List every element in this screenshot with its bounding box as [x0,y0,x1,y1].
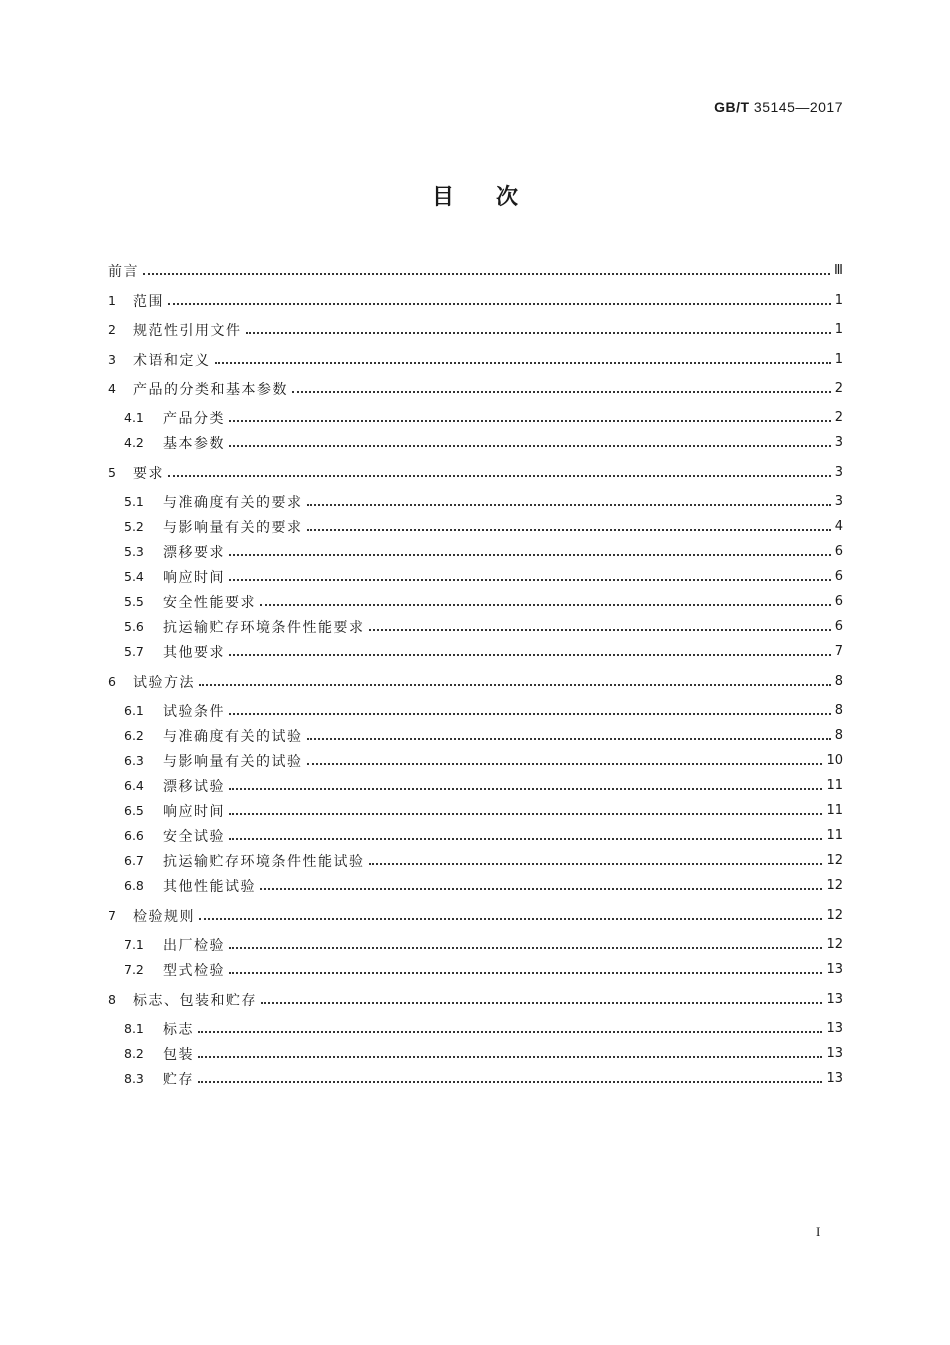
toc-entry[interactable] [108,317,843,342]
toc-entry-title: 基本参数 [163,435,225,452]
toc-entry-page: 2 [834,381,843,396]
page-title: 目次 [431,185,560,210]
toc-entry-title: 规范性引用文件 [133,322,242,339]
toc-leader-dots [261,993,822,1007]
toc-entry-number: 8 [108,992,116,1007]
toc-entry-title: 产品分类 [163,410,225,427]
toc-entry-number: 5.3 [124,544,144,559]
toc-entry-number: 6.8 [124,878,144,893]
toc-entry-number: 7.2 [124,962,144,977]
toc-entry[interactable] [124,823,843,848]
standard-code [714,99,843,115]
toc-entry-title: 抗运输贮存环境条件性能要求 [163,619,365,636]
toc-entry-title: 出厂检验 [163,937,225,954]
toc-entry-page: 13 [826,1046,843,1061]
toc-entry[interactable] [108,347,843,372]
toc-entry[interactable] [108,987,843,1012]
toc-leader-dots [215,353,831,367]
toc-entry[interactable] [124,873,843,898]
toc-leader-dots [260,595,831,609]
toc-entry-page: 8 [834,703,843,718]
toc-leader-dots [229,938,822,952]
toc-leader-dots [198,1022,822,1036]
toc-leader-dots [229,645,831,659]
toc-entry-page: 6 [834,594,843,609]
toc-entry-page: 7 [834,644,843,659]
toc-entry[interactable] [108,376,843,401]
toc-leader-dots [229,804,822,818]
toc-entry[interactable] [124,848,843,873]
toc-entry-title: 漂移试验 [163,778,225,795]
toc-entry-title: 抗运输贮存环境条件性能试验 [163,853,365,870]
toc-entry-number: 6 [108,674,116,689]
toc-entry-number: 2 [108,322,116,337]
toc-entry-page: 8 [834,728,843,743]
toc-leader-dots [168,294,831,308]
toc-leader-dots [229,779,822,793]
toc-entry[interactable] [124,639,843,664]
toc-entry[interactable] [124,798,843,823]
toc-entry-page: 11 [826,828,843,843]
toc-entry-title: 贮存 [163,1071,194,1088]
toc-leader-dots [307,729,831,743]
toc-leader-dots [199,675,831,689]
toc-leader-dots [229,570,831,584]
toc-leader-dots [307,495,831,509]
toc-entry-title: 产品的分类和基本参数 [133,381,288,398]
toc-entry[interactable] [124,564,843,589]
toc-entry-number: 4.2 [124,435,144,450]
toc-entry-title: 与影响量有关的要求 [163,519,303,536]
toc-entry-number: 8.1 [124,1021,144,1036]
toc-entry-number: 6.2 [124,728,144,743]
toc-leader-dots [198,1047,822,1061]
toc-leader-dots [229,411,831,425]
toc-entry-page: 13 [826,1021,843,1036]
toc-leader-dots [369,620,831,634]
toc-entry[interactable] [124,1066,843,1091]
toc-entry-title: 漂移要求 [163,544,225,561]
toc-entry[interactable] [124,723,843,748]
toc-entry-number: 6.7 [124,853,144,868]
toc-entry[interactable] [124,614,843,639]
toc-leader-dots [229,963,822,977]
toc-entry[interactable] [108,258,843,283]
toc-entry-number: 8.3 [124,1071,144,1086]
toc-entry-page: 6 [834,569,843,584]
toc-leader-dots [229,704,831,718]
toc-entry-page: 10 [826,753,843,768]
toc-leader-dots [307,520,831,534]
toc-entry-number: 5.2 [124,519,144,534]
toc-entry-page: 12 [826,908,843,923]
toc-entry-title: 标志 [163,1021,194,1038]
toc-entry-title: 前言 [108,263,139,280]
toc-entry-title: 试验条件 [163,703,225,720]
toc-leader-dots [369,854,823,868]
toc-entry-title: 安全试验 [163,828,225,845]
toc-leader-dots [229,545,831,559]
toc-entry-title: 标志、包装和贮存 [133,992,257,1009]
toc-entry-title: 响应时间 [163,803,225,820]
toc-entry-title: 检验规则 [133,908,195,925]
toc-entry-title: 其他要求 [163,644,225,661]
toc-entry[interactable] [124,489,843,514]
toc-entry[interactable] [124,405,843,430]
toc-leader-dots [246,323,831,337]
toc-leader-dots [143,264,830,278]
toc-entry-title: 与准确度有关的试验 [163,728,303,745]
toc-entry[interactable] [124,773,843,798]
toc-leader-dots [260,879,822,893]
toc-entry-page: 8 [834,674,843,689]
toc-leader-dots [199,909,822,923]
toc-entry-number: 6.6 [124,828,144,843]
toc-entry-number: 5.6 [124,619,144,634]
toc-entry-page: 6 [834,544,843,559]
toc-entry-page: 11 [826,803,843,818]
toc-entry-title: 术语和定义 [133,352,211,369]
standard-prefix: GB/T [714,99,750,115]
toc-entry-page: 12 [826,878,843,893]
toc-leader-dots [307,754,823,768]
toc-entry-page: 13 [826,1071,843,1086]
toc-entry[interactable] [124,589,843,614]
toc-entry-page: Ⅲ [834,263,843,278]
toc-entry-number: 6.3 [124,753,144,768]
toc-entry-number: 6.1 [124,703,144,718]
standard-number: 35145—2017 [753,99,843,115]
toc-entry[interactable] [124,748,843,773]
toc-entry-page: 12 [826,937,843,952]
toc-entry-page: 12 [826,853,843,868]
toc-entry[interactable] [108,903,843,928]
toc-entry-number: 4 [108,381,116,396]
toc-entry[interactable] [124,539,843,564]
toc-entry[interactable] [108,460,843,485]
toc-entry-number: 8.2 [124,1046,144,1061]
toc-entry-page: 3 [834,494,843,509]
toc-entry-number: 7 [108,908,116,923]
toc-leader-dots [198,1072,822,1086]
toc-entry-page: 3 [834,435,843,450]
toc-leader-dots [292,382,831,396]
toc-entry[interactable] [124,932,843,957]
toc-entry-title: 试验方法 [133,674,195,691]
toc-entry-page: 1 [834,352,843,367]
toc-entry-title: 与准确度有关的要求 [163,494,303,511]
toc-entry[interactable] [124,514,843,539]
toc-entry-number: 5.5 [124,594,144,609]
toc-entry-title: 型式检验 [163,962,225,979]
toc-entry-title: 与影响量有关的试验 [163,753,303,770]
toc-entry[interactable] [124,1016,843,1041]
toc-leader-dots [229,829,822,843]
toc-entry-number: 5.7 [124,644,144,659]
toc-entry-number: 1 [108,293,116,308]
toc-entry[interactable] [124,1041,843,1066]
page-number: I [816,1224,821,1239]
toc-entry-page: 13 [826,992,843,1007]
toc-entry-number: 7.1 [124,937,144,952]
toc-entry-title: 范围 [133,293,164,310]
toc-entry-number: 3 [108,352,116,367]
toc-entry-number: 6.5 [124,803,144,818]
toc-entry[interactable] [124,957,843,982]
toc-entry-number: 5.4 [124,569,144,584]
toc-entry-number: 4.1 [124,410,144,425]
toc-entry-page: 11 [826,778,843,793]
toc-entry-title: 要求 [133,465,164,482]
toc-entry-number: 6.4 [124,778,144,793]
toc-entry[interactable] [108,288,843,313]
toc-entry-number: 5.1 [124,494,144,509]
toc-entry-page: 3 [834,465,843,480]
toc-entry-page: 1 [834,322,843,337]
toc-entry-number: 5 [108,465,116,480]
toc-entry[interactable] [124,698,843,723]
toc-entry[interactable] [124,430,843,455]
toc-entry[interactable] [108,669,843,694]
toc-entry-title: 安全性能要求 [163,594,256,611]
toc-entry-page: 1 [834,293,843,308]
toc-entry-title: 包装 [163,1046,194,1063]
toc-entry-title: 响应时间 [163,569,225,586]
toc-entry-page: 6 [834,619,843,634]
toc-entry-page: 4 [834,519,843,534]
toc-entry-page: 2 [834,410,843,425]
toc-leader-dots [229,436,831,450]
toc-leader-dots [168,466,831,480]
toc-entry-page: 13 [826,962,843,977]
toc-entry-title: 其他性能试验 [163,878,256,895]
